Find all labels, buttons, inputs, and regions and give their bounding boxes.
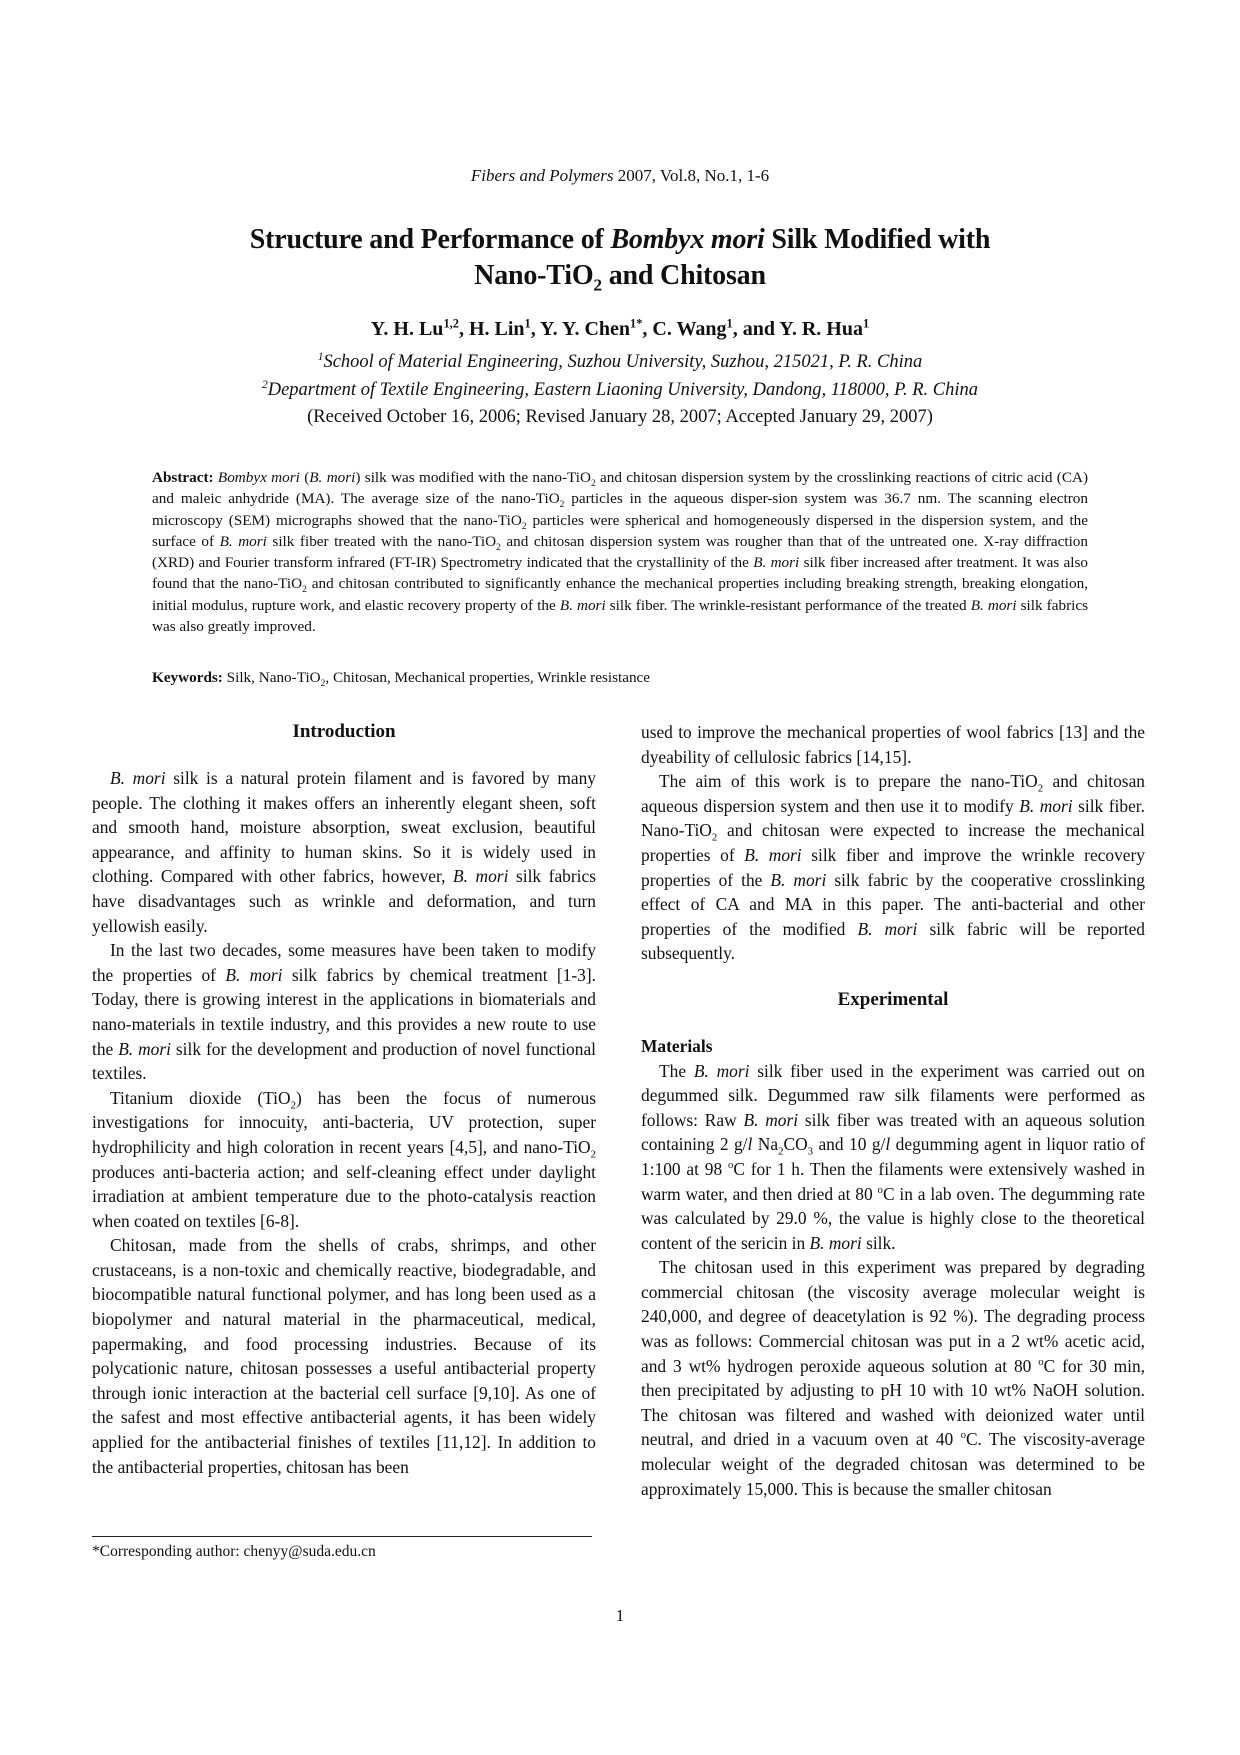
- paper-title: [150, 222, 1090, 294]
- left-column: [92, 720, 596, 1479]
- title-subscript: 2: [593, 275, 602, 295]
- paragraph: The chitosan used in this experiment was prepared by degrading commercial chitosan (the viscosity average molecular weight is 240,000, and degree of deacetylation is 92 %). The degrading process was as follows: Commercial chitosan was put in a 2 wt% acetic acid, and 3 wt% hydrogen peroxide aqueous solution at 80 $^o$C for 30 min, then precipitated by adjusting to pH 10 with 10 wt% NaOH solution. The chitosan was filtered and washed with deionized water until neutral, and dried in a vacuum oven at 40 $^o$C. The viscosity-average molecular weight of the degraded chitosan was determined to be approximately 15,000. This is because the smaller chitosan: [641, 1257, 1145, 1499]
- paragraph: The B. mori silk fiber used in the experiment was carried out on degummed silk. Degummed raw silk filaments were performed as follows: Raw B. mori silk fiber was treated with an aqueous solution containing 2 g/l $Na_2CO_3$ and 10 g/l degumming agent in liquor ratio of 1:100 at 98 $^o$C for 1 h. Then the filaments were extensively washed in warm water, and then dried at 80 $^o$C in a lab oven. The degumming rate was calculated by 29.0 %, the value is highly close to the theoretical content of the sericin in B. mori silk.: [641, 1060, 1145, 1253]
- section-heading-introduction: Introduction: [292, 721, 396, 742]
- journal-citation: [0, 166, 1240, 186]
- journal-details: 2007, Vol.8, No.1, 1-6: [613, 166, 770, 185]
- footnote-divider: [92, 1536, 592, 1537]
- page-number: 1: [615, 1606, 625, 1625]
- keywords-text: Silk, Nano-TiO$_2$, Chitosan, Mechanical properties, Wrinkle resistance: [222, 669, 651, 690]
- author-list: [0, 318, 1240, 341]
- title-text: Nano-TiO: [474, 260, 594, 291]
- author: Y. Y. Chen$^{1*}$,: [539, 316, 653, 340]
- keywords-label: Keywords:: [152, 669, 223, 686]
- abstract-text: Bombyx mori (B. mori) silk was modified with the nano-TiO$_2$ and chitosan dispersion system by the crosslinking reactions of citric acid (CA) and maleic anhydride (MA). The average size of the nano-TiO$_2$ particles in the aqueous disper-sion system was 36.7 nm. The scanning electron microscopy (SEM) micrographs showed that the nano-TiO$_2$ particles were spherical and homogeneously dispersed in the dispersion system, and the surface of B. mori silk fiber treated with the nano-TiO$_2$ and chitosan dispersion system was rougher than that of the untreated one. X-ray diffraction (XRD) and Fourier transform infrared (FT-IR) Spectrometry indicated that the crystallinity of the B. mori silk fiber increased after treatment. It was also found that the nano-TiO$_2$ and chitosan contributed to significantly enhance the mechanical properties including breaking strength, breaking elongation, initial modulus, rupture work, and elastic recovery property of the B. mori silk fiber. The wrinkle-resistant performance of the treated B. mori silk fabrics was also greatly improved.: [152, 469, 1089, 636]
- affiliation-2: $^2$Department of Textile Engineering, Eastern Liaoning University, Dandong, 118000, P. R. China: [261, 378, 979, 400]
- paragraph: The aim of this work is to prepare the nano-TiO$_2$ and chitosan aqueous dispersion system and then use it to modify B. mori silk fiber. Nano-TiO$_2$ and chitosan were expected to increase the mechanical properties of B. mori silk fiber and improve the wrinkle recovery properties of the B. mori silk fabric by the cooperative crosslinking effect of CA and MA in this paper. The anti-bacterial and other properties of the modified B. mori silk fabric will be reported subsequently.: [641, 771, 1145, 964]
- right-column: [641, 720, 1145, 1501]
- author: H. Lin$^1$,: [468, 316, 540, 340]
- title-text: Structure and Performance of: [249, 224, 611, 255]
- abstract: [152, 467, 1088, 637]
- abstract-label: Abstract:: [152, 469, 214, 486]
- paragraph: B. mori silk is a natural protein filament and is favored by many people. The clothing it makes offers an inherently elegant sheen, soft and smooth hand, moisture absorption, sweat exclusion, beautiful appearance, and affinity to human skins. So it is widely used in clothing. Compared with other fabrics, however, B. mori silk fabrics have disadvantages such as wrinkle and deformation, and turn yellowish easily.: [92, 768, 596, 936]
- paragraph: Chitosan, made from the shells of crabs, shrimps, and other crustaceans, is a non-toxic and chemically reactive, biodegradable, and biocompatible natural functional polymer, and has long been used as a biopolymer and natural material in the pharmaceutical, medical, papermaking, and food processing industries. Because of its polycationic nature, chitosan possesses a useful antibacterial property through ionic interaction at the bacterial cell surface [9,10]. As one of the safest and most effective antibacterial agents, it has been widely applied for the antibacterial finishes of textiles [11,12]. In addition to the antibacterial properties, chitosan has been: [92, 1235, 596, 1477]
- author: Y. R. Hua$^1$: [779, 316, 870, 340]
- author: Y. H. Lu$^{1,2}$,: [370, 316, 469, 340]
- keywords: [152, 669, 1088, 690]
- title-text: and Chitosan: [601, 260, 766, 291]
- author: C. Wang$^1$, and: [652, 316, 780, 340]
- affiliation-1: $^1$School of Material Engineering, Suzhou University, Suzhou, 215021, P. R. China: [317, 350, 923, 372]
- title-species: Bombyx mori: [610, 224, 765, 255]
- corresponding-author-footnote: *Corresponding author: chenyy@suda.edu.cn: [92, 1543, 376, 1560]
- title-text: Silk Modified with: [764, 224, 991, 255]
- section-heading-experimental: Experimental: [837, 988, 949, 1010]
- journal-name: Fibers and Polymers: [470, 166, 614, 185]
- subsection-heading-materials: Materials: [641, 1035, 713, 1056]
- received-dates: (Received October 16, 2006; Revised January 28, 2007; Accepted January 29, 2007): [307, 407, 933, 427]
- paragraph: Titanium dioxide (TiO$_2$) has been the focus of numerous investigations for innocuity, anti-bacteria, UV protection, super hydrophilicity and high coloration in recent years [4,5], and nano-TiO$_2$ produces anti-bacteria action; and self-cleaning effect under daylight irradiation at ambient temperature due to the photo-catalysis reaction when coated on textiles [6-8].: [92, 1087, 596, 1231]
- paragraph-continuation: used to improve the mechanical properties of wool fabrics [13] and the dyeability of cellulosic fabrics [14,15].: [641, 722, 1145, 767]
- paragraph: In the last two decades, some measures have been taken to modify the properties of B. mori silk fabrics by chemical treatment [1-3]. Today, there is growing interest in the applications in biomaterials and nano-materials in textile industry, and this provides a new route to use the B. mori silk for the development and production of novel functional textiles.: [92, 940, 596, 1084]
